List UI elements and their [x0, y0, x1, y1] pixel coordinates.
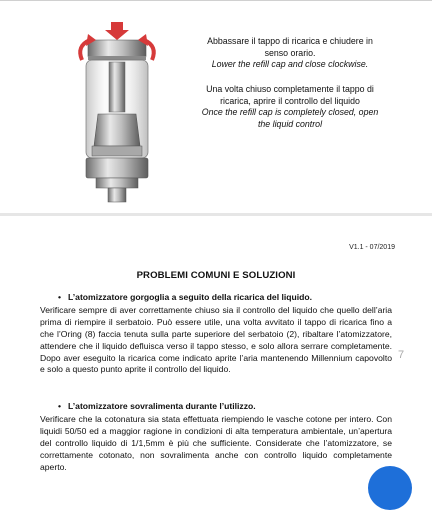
instruction-close-cap [192, 36, 388, 71]
problem-heading: • L’atomizzatore gorgoglia a seguito della ricarica del liquido. [40, 292, 392, 304]
top-divider [0, 0, 432, 1]
problem-body: Verificare sempre di aver correttamente chiuso sia il controllo del liquido che quello dell’aria prima di riempire il serbatoio. Può essere utile, una volta avvitato il tappo di ricarica fino a che l’Oring (8) faccia tenuta sulla parte superiore del serbatoio (2), ribaltare l’atomizzatore, attendere che il liquido defluisca verso il tappo stesso, e solo allora serrare completamente. Dopo aver eseguito la ricarica come indicato aprite l’aria mantenendo Millennium capovolto e solo a questo punto aprite il controllo del liquido. [40, 304, 392, 375]
problem-item [40, 292, 392, 376]
problem-item [40, 401, 392, 473]
instruction-en-line: Lower the refill cap and close clockwise. [211, 59, 369, 70]
instruction-it-line: ricarica, aprire il controllo del liquido [220, 95, 360, 106]
problem-body: Verificare che la cotonatura sia stata effettuata riempiendo le vasche cotone per intero. Con liquidi 50/50 ed a maggior ragione in condizioni di alta temperatura ambientale, un’apertura del controllo liquido di 1/1,5mm è più che sufficiente. Considerate che l’atomizzatore, se correttamente cotonato, non sovralimenta anche con controllo liquido completamente aperto. [40, 413, 392, 472]
page-separator [0, 213, 432, 216]
atomizer-illustration [62, 18, 172, 213]
instruction-en-line: Once the refill cap is completely closed, open [201, 107, 379, 118]
instruction-it-line: Abbassare il tappo di ricarica e chiudere in [207, 36, 373, 46]
instruction-it-line: Una volta chiuso completamente il tappo di [206, 84, 374, 94]
instruction-open-liquid-control [192, 84, 388, 130]
problem-heading: • L’atomizzatore sovralimenta durante l’utilizzo. [40, 401, 392, 413]
page-number: 7 [398, 349, 405, 361]
instruction-it-line: senso orario. [264, 47, 316, 58]
section-title: PROBLEMI COMUNI E SOLUZIONI [136, 270, 296, 281]
version-label: V1.1 - 07/2019 [349, 244, 395, 251]
floating-action-button[interactable] [368, 466, 412, 510]
instruction-en-line: the liquid control [257, 118, 323, 129]
